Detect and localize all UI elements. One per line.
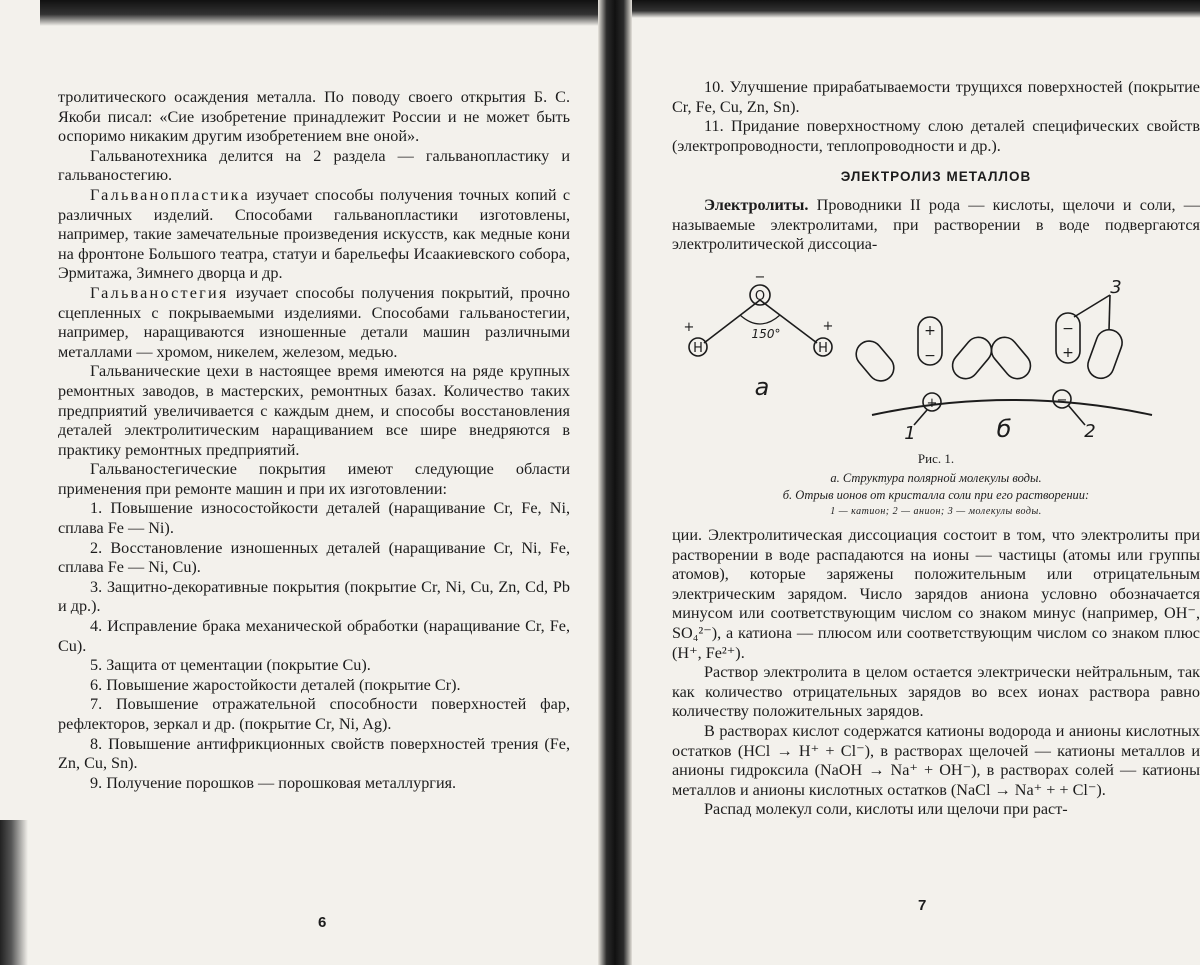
term-galvanoplastika: Гальванопластика (90, 185, 250, 204)
hydrogen-symbol-right: H (818, 341, 828, 356)
part-a-label: a (754, 373, 770, 401)
label-2: 2 (1084, 421, 1096, 442)
list-item: 9. Получение порошков — порошковая металлургия. (90, 773, 457, 792)
paragraph: Электролиты. Проводники II рода — кислоты, щелочи и соли, — называемые электролитами, при растворении в воде подвергаются электролитической диссоциа- (672, 195, 1200, 254)
label-3: 3 (1110, 277, 1122, 298)
water-dipole (1084, 326, 1126, 382)
list-item: 3. Защитно-декоративные покрытия (покрытие Cr, Ni, Cu, Zn, Cd, Pb и др.). (58, 577, 570, 616)
left-page-text (58, 88, 570, 793)
list-item: 1. Повышение износостойкости деталей (наращивание Cr, Fe, Ni, сплава Fe — Ni). (58, 499, 570, 538)
anion-sign: − (1056, 393, 1068, 408)
label-1: 1 (904, 423, 916, 444)
water-dipole (947, 332, 996, 384)
right-page-text-bottom (672, 526, 1200, 820)
dipole-minus: − (924, 348, 936, 364)
page-number-left: 6 (318, 914, 327, 931)
paragraph: Гальваностегия изучает способы получения покрытий, прочно сцепленных с покрываемыми изделиями. Способами гальваностегии, например, наращиваются изношенные детали машин различными металлами — хромом, никелем, железом, медью. (58, 283, 570, 361)
right-page-text-top (672, 78, 1200, 255)
figure-1-diagram (682, 275, 1162, 447)
cation-sign: + (926, 396, 938, 411)
figure-caption-b: б. Отрыв ионов от кристалла соли при его растворении: (782, 488, 1090, 502)
list-item: 11. Придание поверхностному слою деталей специфических свойств (электропроводности, теплопроводности и др.). (672, 117, 1200, 155)
section-heading: ЭЛЕКТРОЛИЗ МЕТАЛЛОВ (840, 169, 1032, 185)
paragraph: Гальваностегические покрытия имеют следующие области применения при ремонте машин и при их изготовлении: (58, 460, 570, 498)
right-page (632, 0, 1200, 965)
water-dipole (851, 336, 899, 386)
crystal-surface (872, 400, 1152, 415)
paragraph: тролитического осаждения металла. По поводу своего открытия Б. С. Якоби писал: «Сие изобретение принадлежит России и не может быть оспоримо никаким другим изобретением вне оной». (58, 88, 570, 146)
angle-arc (740, 315, 780, 324)
hydrogen-symbol-left: H (693, 341, 703, 356)
oxygen-symbol: O (754, 289, 766, 304)
charge-minus-oxygen: − (754, 275, 766, 285)
term-galvanostegiya: Гальваностегия (90, 283, 229, 302)
list-item: 8. Повышение антифрикционных свойств поверхностей трения (Fe, Zn, Cu, Sn). (58, 734, 570, 773)
paragraph: Гальванопластика изучает способы получения точных копий с различных изделий. Способами гальванопластики изготовлены, например, такие замечательные произведения искусств, как медные кони на фронтоне Большого театра, статуи и барельефы Исаакиевского собора, Эрмитажа, Зимнего дворца и др. (58, 185, 570, 283)
list-item: 2. Восстановление изношенных деталей (наращивание Cr, Ni, Fe, сплава Fe — Ni, Cu). (58, 538, 570, 577)
dipole-plus: + (1062, 345, 1074, 361)
list-item: 6. Повышение жаростойкости деталей (покрытие Cr). (90, 675, 461, 694)
list-item: 10. Улучшение прирабатываемости трущихся поверхностей (покрытие Cr, Fe, Cu, Zn, Sn). (672, 78, 1200, 116)
figure-caption-legend: 1 — катион; 2 — анион; 3 — молекулы воды. (830, 506, 1042, 517)
paragraph: Распад молекул соли, кислоты или щелочи при раст- (704, 800, 1068, 819)
charge-plus-right: + (822, 319, 834, 334)
figure-label: Рис. 1. (917, 451, 955, 466)
list-item: 7. Повышение отражательной способности поверхностей фар, рефлекторов, зеркал и др. (покрытие Cr, Ni, Ag). (58, 695, 570, 733)
part-b-label: б (996, 415, 1012, 443)
book-gutter (598, 0, 632, 965)
water-dipole (986, 332, 1035, 384)
paragraph: Гальванотехника делится на 2 раздела — гальванопластику и гальваностегию. (58, 146, 570, 185)
page-number-right: 7 (918, 897, 927, 914)
list-item: 4. Исправление брака механической обработки (наращивание Cr, Fe, Cu). (58, 617, 570, 655)
figure-1 (682, 275, 1162, 447)
paragraph: Раствор электролита в целом остается электрически нейтральным, так как количество отрицательных зарядов во всех ионах раствора равно количеству положительных зарядов. (672, 663, 1200, 721)
term-electrolytes: Электролиты. (704, 195, 809, 214)
list-item: 5. Защита от цементации (покрытие Cu). (90, 656, 371, 675)
charge-plus-left: + (683, 320, 695, 335)
paragraph: В растворах кислот содержатся катионы водорода и анионы кислотных остатков (HCl → H⁺ + Cl⁻), в растворах щелочей — катионы металлов и анионы гидроксила (NaOH → Na⁺ + OH⁻), в растворах солей — катионы металлов и анионы кислотных остатков (NaCl → Na⁺ + + Cl⁻). (672, 721, 1200, 799)
angle-label: 150° (751, 327, 781, 341)
paragraph: Гальванические цехи в настоящее время имеются на ряде крупных ремонтных заводов, в мастерских, ремонтных базах. Количество таких предприятий увеличивается с каждым днем, и способы восстановления деталей электролитическим наращиванием все шире внедряются в практику ремонтных предприятий. (58, 362, 570, 459)
left-page (0, 0, 598, 965)
paragraph: ции. Электролитическая диссоциация состоит в том, что электролиты при растворении в воде распадаются на ионы — частицы (атомы или группы атомов), которые заряжены положительным или отрицательным электрическим зарядом. Число зарядов аниона условно обозначается минусом или соответствующим числом со знаком минус (например, OH⁻, SO₄²⁻), а катиона — плюсом или соответствующим числом со знаком плюс (H⁺, Fe²⁺). (672, 526, 1200, 662)
figure-caption-a: а. Структура полярной молекулы воды. (830, 471, 1042, 485)
dipole-plus: + (924, 323, 936, 339)
dipole-minus: − (1062, 321, 1074, 337)
